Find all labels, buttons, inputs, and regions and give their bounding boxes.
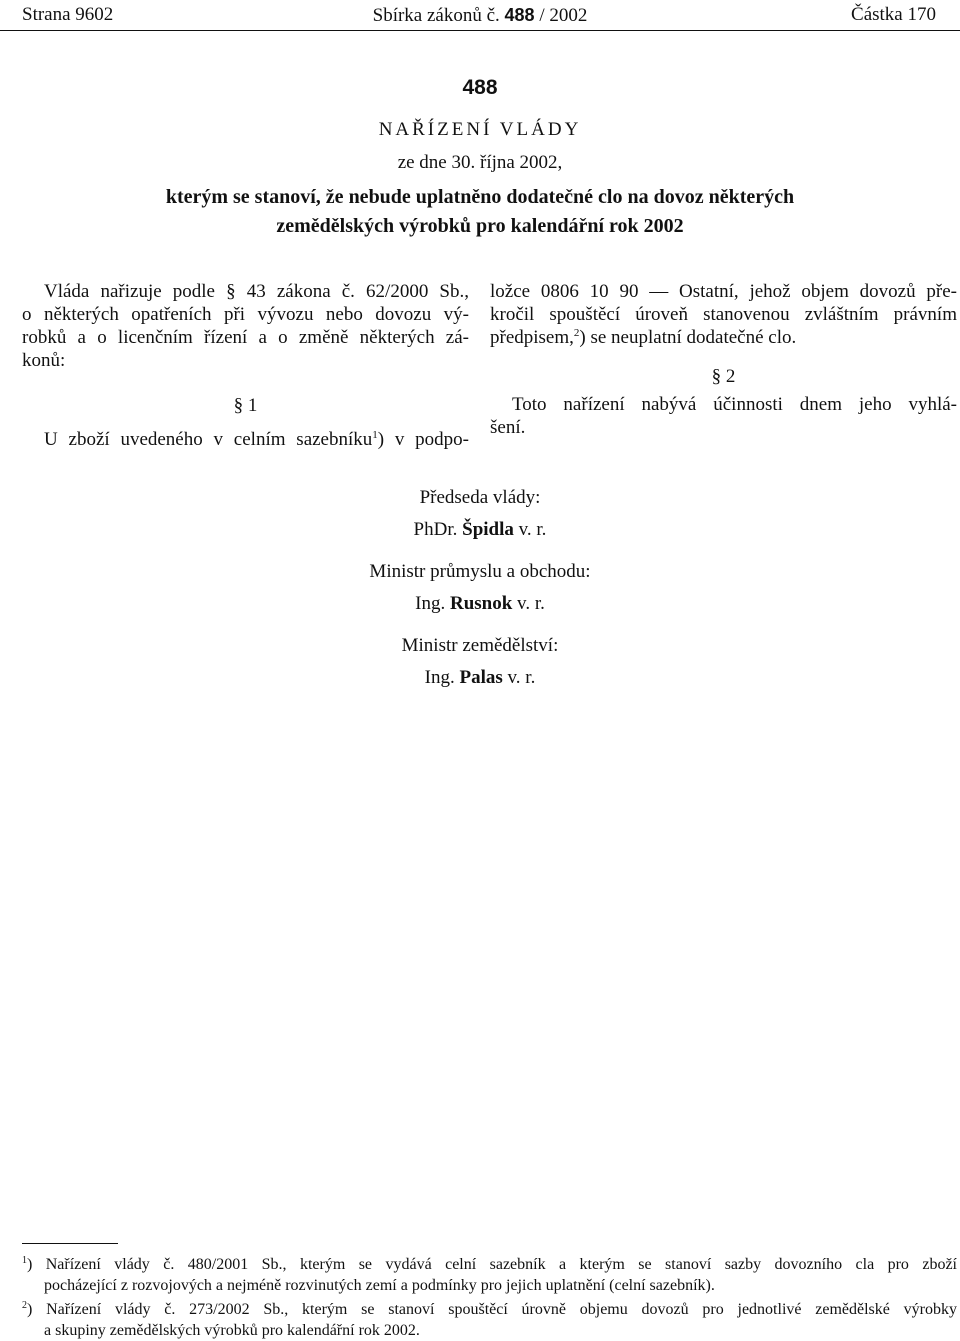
footnote-2-line: a skupiny zemědělských výrobků pro kalendářní rok 2002. — [44, 1322, 420, 1339]
section-1-text: ) v podpo- — [377, 429, 470, 450]
signature-title: PhDr. — [413, 519, 458, 540]
collection-year: / 2002 — [539, 5, 588, 26]
section-1-continuation: kročil spouštěcí úroveň stanovenou zvláštním právním — [490, 304, 957, 325]
section-1-text: U zboží uvedeného v celním sazebníku — [44, 429, 373, 450]
signature-name — [0, 662, 960, 694]
signature-role: Ministr zemědělství: — [401, 635, 559, 656]
collection-reference — [0, 0, 960, 31]
section-1-continuation: ložce 0806 10 90 — Ostatní, jehož objem dovozů pře- — [490, 281, 957, 302]
signature-role: Ministr průmyslu a obchodu: — [369, 561, 591, 582]
signatory-name: Rusnok — [449, 593, 513, 614]
signatory-name: Špidla — [462, 519, 514, 540]
footnote-1-text: ) Nařízení vlády č. 480/2001 Sb., kterým se vydává celní sazebník a kterým se stanoví sazby dovozního cla pro zboží — [27, 1256, 957, 1273]
left-column — [22, 280, 469, 451]
signature-suffix: v. r. — [517, 593, 545, 614]
collection-prefix: Sbírka zákonů č. — [372, 5, 500, 26]
footnote-divider — [22, 1243, 118, 1244]
section-1-continuation — [490, 326, 957, 349]
footnote-1-line: pocházející z rozvojových a nejméně rozvinutých zemí a podmínky pro jejich uplatnění (celní sazebník). — [44, 1277, 715, 1294]
footnote-ref-2[interactable]: 2 — [573, 327, 580, 339]
footnote-ref-1[interactable]: 1 — [372, 429, 378, 441]
section-2-text-line: šení. — [490, 417, 526, 438]
right-column — [490, 280, 957, 439]
footnote-1-mark: 1 — [22, 1255, 27, 1266]
section-2-text-line: Toto nařízení nabývá účinnosti dnem jeho vyhlá- — [512, 394, 957, 415]
intro-line: o některých opatřeních při vývozu nebo dovozu vý- — [22, 304, 469, 325]
section-1-text: předpisem, — [490, 327, 574, 348]
footnote-1-line — [22, 1254, 957, 1275]
section-1-text: ) se neuplatní dodatečné clo. — [579, 327, 797, 348]
document-date: ze dne 30. října 2002, — [397, 152, 563, 173]
part-number: Částka 170 — [851, 4, 936, 25]
document-type: NAŘÍZENÍ VLÁDY — [378, 119, 582, 140]
section-1-text-line — [22, 428, 469, 451]
footnote-2-mark: 2 — [22, 1300, 27, 1311]
signature-title: Ing. — [424, 667, 455, 688]
footnote-2-text: ) Nařízení vlády č. 273/2002 Sb., kterým se stanoví spouštěcí úrovně objemu dovozů pro jednotlivé zemědělské výrobky — [27, 1301, 957, 1318]
footnotes — [22, 1254, 957, 1341]
title-line: zemědělských výrobků pro kalendářní rok 2002 — [276, 215, 684, 237]
document-title — [0, 183, 960, 241]
signature-role: Předseda vlády: — [419, 487, 541, 508]
document-number: 488 — [462, 76, 498, 99]
intro-line: robků a o licenčním řízení a o změně některých zá- — [22, 327, 469, 348]
intro-line: konů: — [22, 350, 66, 371]
section-1-heading: § 1 — [233, 395, 258, 416]
signature-suffix: v. r. — [507, 667, 536, 688]
signatory-name: Palas — [459, 667, 503, 688]
running-header — [0, 0, 960, 31]
page-number: Strana 9602 — [22, 4, 114, 25]
signature-suffix: v. r. — [518, 519, 547, 540]
section-2-heading: § 2 — [711, 366, 736, 387]
intro-line: Vláda nařizuje podle § 43 zákona č. 62/2000 Sb., — [44, 281, 469, 302]
footnote-2-line — [22, 1299, 957, 1320]
title-line: kterým se stanoví, že nebude uplatněno dodatečné clo na dovoz některých — [165, 186, 795, 208]
signature-title: Ing. — [415, 593, 446, 614]
signature-name — [0, 588, 960, 620]
signature-name — [0, 514, 960, 546]
collection-number: 488 — [504, 5, 535, 25]
signatures-block — [0, 482, 960, 694]
